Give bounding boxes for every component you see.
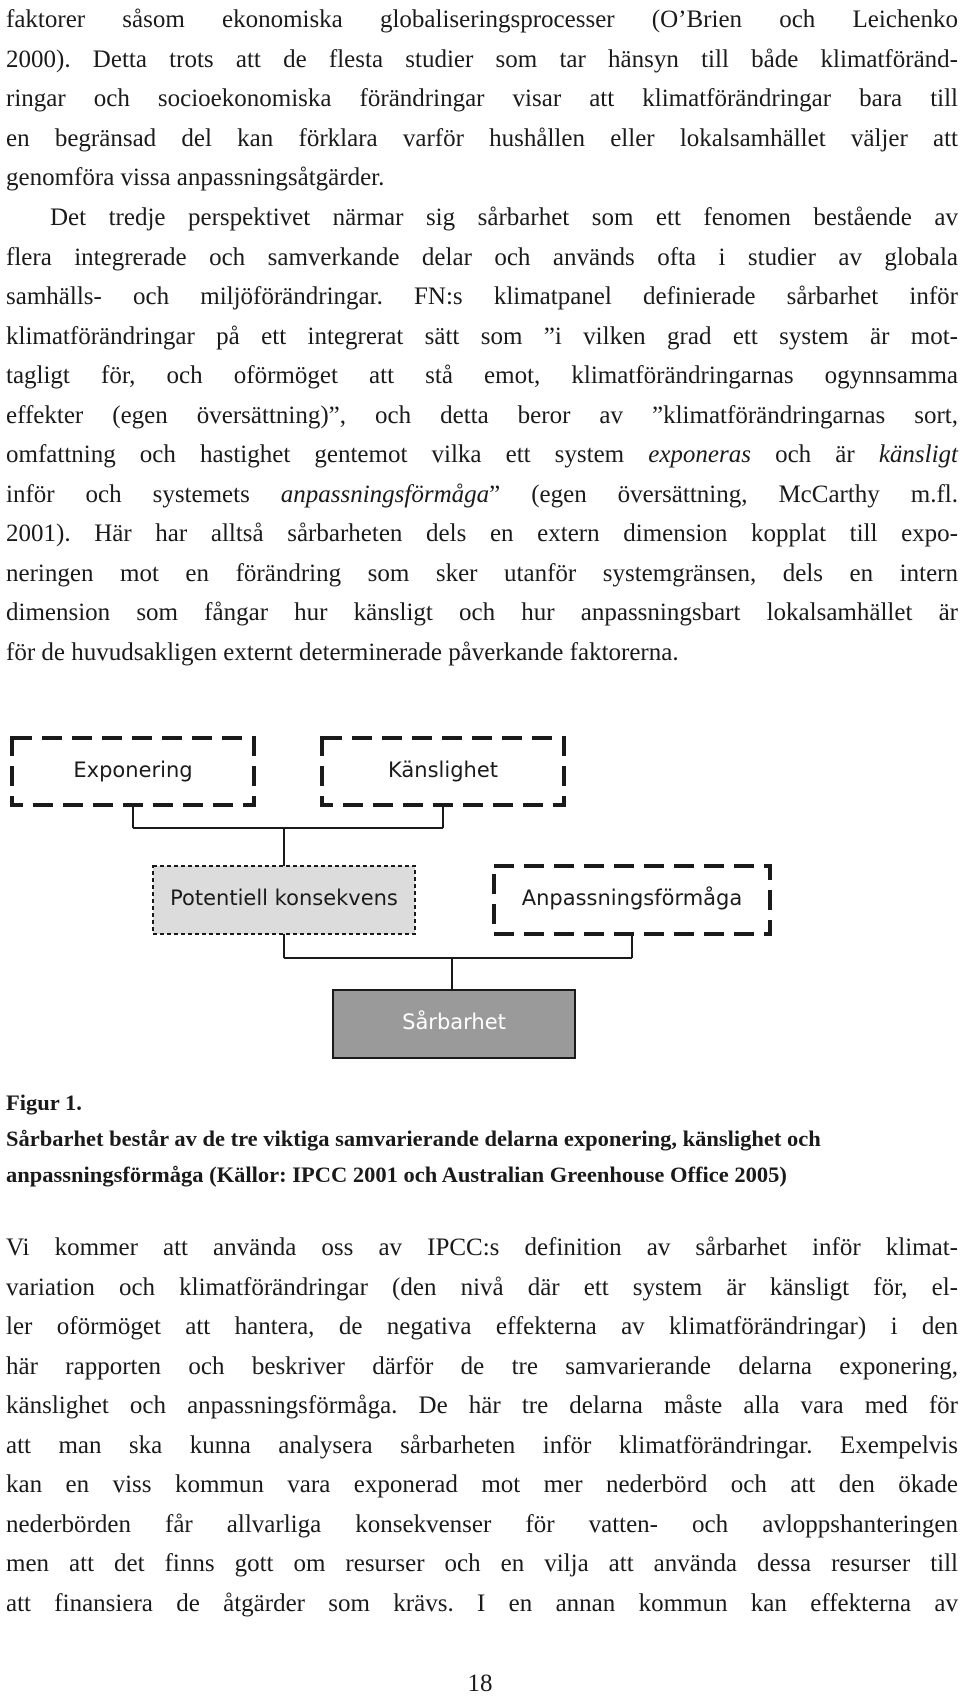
text-line: klimatförändringar på ett integrerat sätt som ”i vilken grad ett system är mot- [6,322,958,350]
paragraph-1 [6,0,958,198]
paragraph-2 [6,198,958,672]
page-number: 18 [467,1670,493,1697]
italic-term-exponeras: exponeras [648,441,751,468]
text-line: dimension som fångar hur känsligt och hur anpassningsbart lokalsamhället är [6,599,958,626]
text-line: kan en viss kommun vara exponerad mot mer nederbörd och att den ökade [6,1471,958,1498]
text-line: nederbörden får allvarliga konsekvenser för vatten- och avloppshanteringen [6,1510,958,1538]
text-line [6,475,958,515]
text-line: tagligt för, och oförmöget att stå emot, klimatförändringarnas ogynnsamma [6,362,958,389]
exponering-label: Exponering [73,758,193,782]
caption-line: Sårbarhet består av de tre viktiga samvarierande delarna exponering, känslighet och [6,1126,821,1151]
text-line: Det tredje perspektivet närmar sig sårbarhet som ett fenomen bestående av [50,204,958,231]
text-run: och är [750,441,879,468]
vulnerability-diagram [0,720,960,1060]
text-run: omfattning och hastighet gentemot vilka ett system [6,441,649,468]
text-line: samhälls- och miljöförändringar. FN:s klimatpanel definierade sårbarhet inför [6,283,958,310]
text-line: att man ska kunna analysera sårbarheten inför klimatförändringar. Exempelvis [6,1431,958,1459]
text-line: 2000). Detta trots att de flesta studier som tar hänsyn till både klimatföränd- [6,45,958,73]
italic-term-anpassningsformaga: anpassningsförmåga [280,480,490,508]
text-line: för de huvudsakligen externt determinerade påverkande faktorerna. [6,638,679,666]
text-line: att finansiera de åtgärder som krävs. I en annan kommun kan effekterna av [6,1589,958,1617]
text-run: inför och systemets [6,480,281,508]
italic-term-kansligt: känsligt [878,441,958,468]
text-line: ringar och socioekonomiska förändringar visar att klimatförändringar bara till [6,85,958,112]
text-line: men att det finns gott om resurser och en vilja att använda dessa resurser till [6,1550,958,1577]
paragraph-3 [6,1228,958,1623]
text-line: ler oförmöget att hantera, de negativa effekterna av klimatförändringar) i den [6,1313,958,1340]
kanslighet-label: Känslighet [388,758,498,782]
figure-label: Figur 1. [6,1090,82,1115]
caption-line: anpassningsförmåga (Källor: IPCC 2001 och Australian Greenhouse Office 2005) [6,1162,787,1187]
text-line: känslighet och anpassningsförmåga. De här tre delarna måste alla vara med för [6,1392,958,1419]
text-line: variation och klimatförändringar (den nivå där ett system är känsligt för, el- [6,1273,958,1301]
text-run: ” (egen översättning, McCarthy m.fl. [489,480,958,508]
text-line: en begränsad del kan förklara varför hushållen eller lokalsamhället väljer att [6,124,958,152]
text-line: här rapporten och beskriver därför de tre samvarierande delarna exponering, [6,1352,958,1380]
text-line: flera integrerade och samverkande delar och används ofta i studier av globala [6,243,958,271]
figure-caption [6,1085,958,1193]
text-line: effekter (egen översättning)”, och detta beror av ”klimatförändringarnas sort, [6,401,958,429]
text-line: neringen mot en förändring som sker utanför systemgränsen, dels en intern [6,559,958,587]
text-line: Vi kommer att använda oss av IPCC:s definition av sårbarhet inför klimat- [6,1234,958,1261]
sarbarhet-label: Sårbarhet [402,1010,506,1034]
text-line: 2001). Här har alltså sårbarheten dels en extern dimension kopplat till expo- [6,520,958,547]
text-line: faktorer såsom ekonomiska globaliseringsprocesser (O’Brien och Leichenko [6,6,958,33]
text-line [6,435,958,475]
anpassningsformaga-label: Anpassningsförmåga [521,886,743,910]
potentiell-konsekvens-label: Potentiell konsekvens [170,886,398,910]
text-line: genomföra vissa anpassningsåtgärder. [6,164,385,191]
